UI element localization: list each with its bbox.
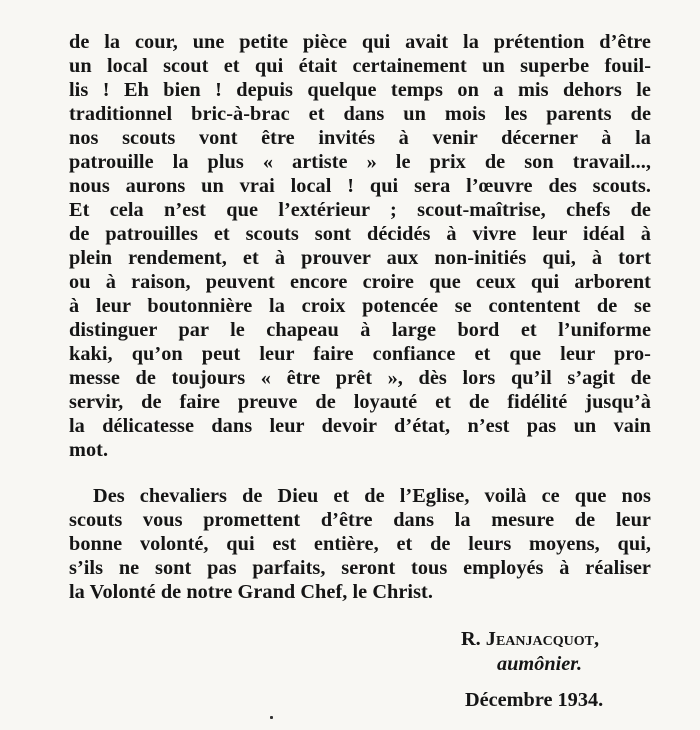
paragraph-1-line: la délicatesse dans leur devoir d’état, n’est pas un vain xyxy=(69,415,651,437)
paragraph-1-line: à leur boutonnière la croix potencée se contentent de se xyxy=(69,295,651,317)
paragraph-1-line: messe de toujours « être prêt », dès lors qu’il s’agit de xyxy=(69,367,651,389)
paragraph-1-line: mot. xyxy=(69,439,109,461)
signature-name xyxy=(461,628,599,651)
signature-initial: R. xyxy=(461,628,486,650)
paragraph-1-line: distinguer par le chapeau à large bord et l’uniforme xyxy=(69,319,651,341)
paragraph-2-line: bonne volonté, qui est entière, et de leurs moyens, qui, xyxy=(69,533,651,555)
paragraph-1-line: nous aurons un vrai local ! qui sera l’œuvre des scouts. xyxy=(69,175,651,197)
paragraph-2-line: la Volonté de notre Grand Chef, le Christ. xyxy=(69,581,433,603)
paragraph-1-line: un local scout et qui était certainement un superbe fouil- xyxy=(69,55,651,77)
paragraph-1-line: ou à raison, peuvent encore croire que ceux qui arborent xyxy=(69,271,651,293)
paragraph-1-line: kaki, qu’on peut leur faire confiance et que leur pro- xyxy=(69,343,651,365)
paragraph-1-line: plein rendement, et à prouver aux non-initiés qui, à tort xyxy=(69,247,651,269)
paragraph-1-line: nos scouts vont être invités à venir décerner à la xyxy=(69,127,651,149)
signature-role: aumônier. xyxy=(497,653,583,675)
print-speck xyxy=(270,716,273,719)
paragraph-2 xyxy=(69,484,651,604)
paragraph-2-line: scouts vous promettent d’être dans la mesure de leur xyxy=(69,509,651,531)
signature-surname: Jeanjacquot, xyxy=(485,628,600,650)
paragraph-2-line: s’ils ne sont pas parfaits, seront tous employés à réaliser xyxy=(69,557,651,579)
signature-date: Décembre 1934. xyxy=(465,689,604,711)
paragraph-1-line: lis ! Eh bien ! depuis quelque temps on a mis dehors le xyxy=(69,79,651,101)
paragraph-1-line: traditionnel bric-à-brac et dans un mois les parents de xyxy=(69,103,651,125)
paragraph-2-line: Des chevaliers de Dieu et de l’Eglise, voilà ce que nos xyxy=(93,485,651,507)
paragraph-1-line: servir, de faire preuve de loyauté et de fidélité jusqu’à xyxy=(69,391,651,413)
paragraph-1-line: de patrouilles et scouts sont décidés à vivre leur idéal à xyxy=(69,223,651,245)
paragraph-1 xyxy=(69,30,651,462)
paragraph-1-line: patrouille la plus « artiste » le prix de son travail..., xyxy=(69,151,651,173)
paragraph-1-line: de la cour, une petite pièce qui avait la prétention d’être xyxy=(69,31,651,53)
paragraph-1-line: Et cela n’est que l’extérieur ; scout-maîtrise, chefs de xyxy=(69,199,651,221)
